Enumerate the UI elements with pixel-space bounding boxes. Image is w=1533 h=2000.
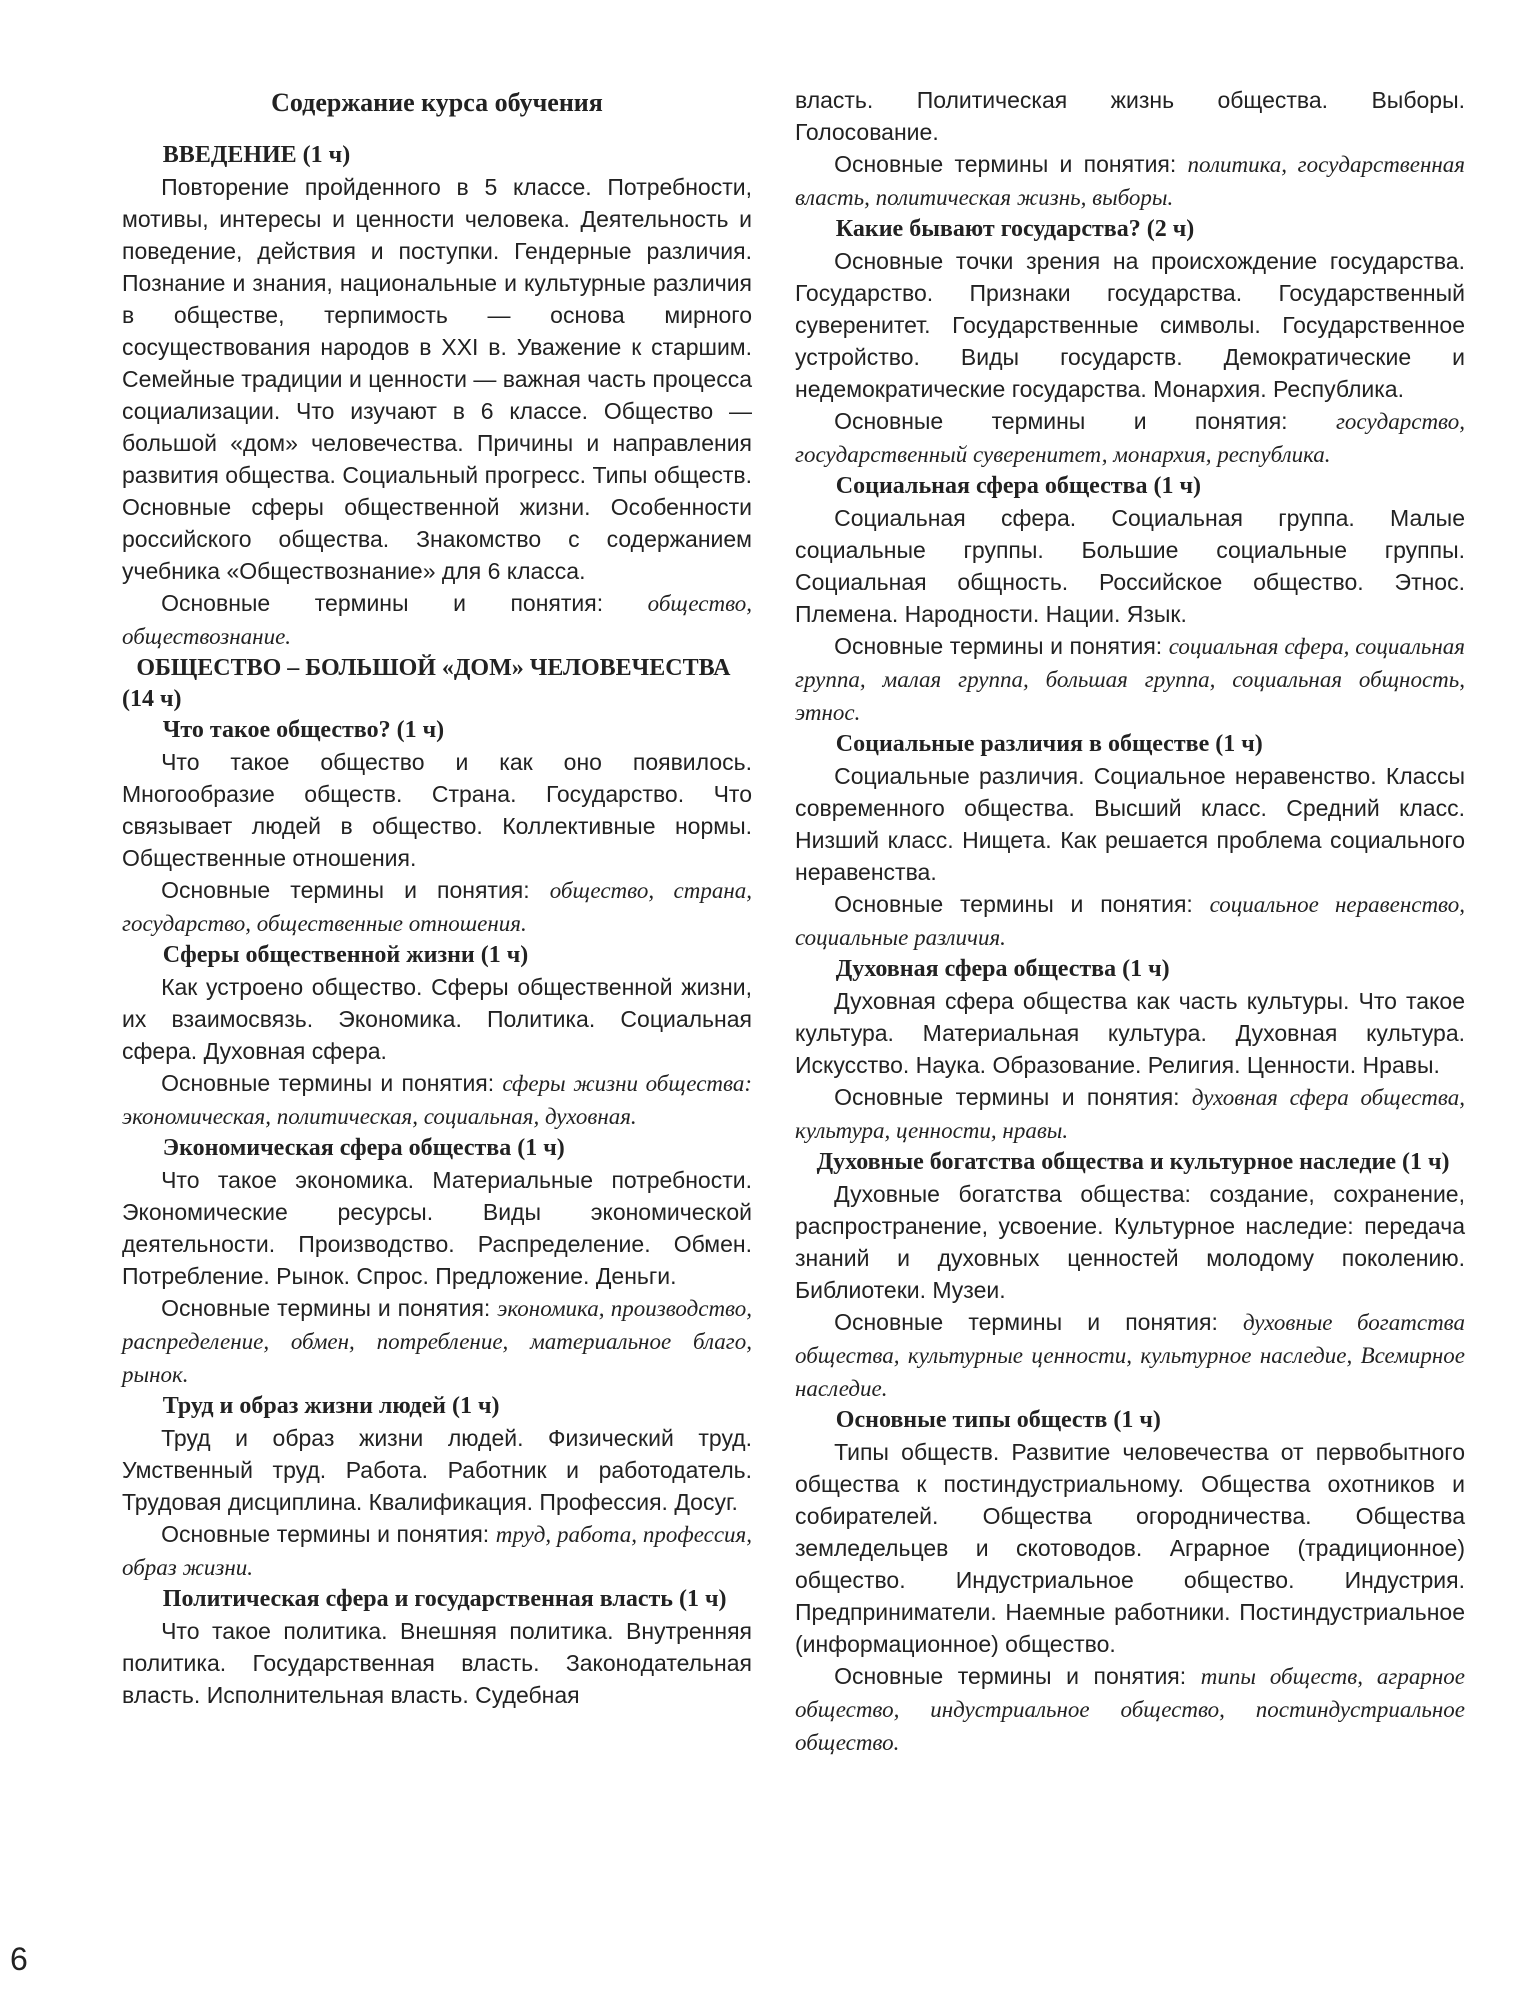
terms-label: Основные термины и понятия: xyxy=(834,151,1188,177)
section-text: Социальная сфера. Социальная группа. Малые социальные группы. Большие социальные группы. Социальная общность. Российское общество. Этнос. Племена. Народности. Нации. Язык. xyxy=(795,505,1465,627)
terms-line xyxy=(795,630,1465,729)
section-heading: Что такое общество? (1 ч) xyxy=(162,717,445,743)
terms-values: экономика, производство, распределение, обмен, потребление, материальное благо, рынок. xyxy=(122,1296,752,1387)
chapter-heading: ОБЩЕСТВО – БОЛЬШОЙ «ДОМ» ЧЕЛОВЕЧЕСТВА (14 ч) xyxy=(122,655,731,712)
section-text: Повторение пройденного в 5 классе. Потребности, мотивы, интересы и ценности человека. Деятельность и поведение, действия и поступки. Гендерные различия. Познание и знания, национальные и культурные различия в обществе, терпимость — основа мирного сосуществования народов в XXI в. Уважение к старшим. Семейные традиции и ценности — важная часть процесса социализации. Что изучают в 6 классе. Общество — большой «дом» человечества. Причины и направления развития общества. Социальный прогресс. Типы обществ. Основные сферы общественной жизни. Особенности российского общества. Знакомство с содержанием учебника «Обществознание» для 6 класса. xyxy=(122,174,752,584)
section-text: Труд и образ жизни людей. Физический труд. Умственный труд. Работа. Работник и работодатель. Трудовая дисциплина. Квалификация. Профессия. Досуг. xyxy=(122,1425,752,1515)
page-number: 6 xyxy=(10,1941,28,1977)
terms-values: политика, государственная власть, политическая жизнь, выборы. xyxy=(795,152,1466,210)
terms-line xyxy=(795,1306,1465,1405)
terms-label: Основные термины и понятия: xyxy=(161,1070,503,1096)
section-heading: Сферы общественной жизни (1 ч) xyxy=(162,942,529,968)
left-column xyxy=(122,88,752,1711)
terms-label: Основные термины и понятия: xyxy=(161,877,550,903)
section-text: Типы обществ. Развитие человечества от первобытного общества к постиндустриальному. Общества охотников и собирателей. Общества огородничества. Общества земледельцев и скотоводов. Аграрное (традиционное) общество. Индустриальное общество. Индустрия. Предприниматели. Наемные работники. Постиндустриальное (информационное) общество. xyxy=(795,1439,1465,1657)
section-heading: Основные типы обществ (1 ч) xyxy=(835,1407,1161,1433)
section-heading: Политическая сфера и государственная власть (1 ч) xyxy=(162,1586,727,1612)
terms-line xyxy=(122,587,752,653)
terms-label: Основные термины и понятия: xyxy=(834,1084,1192,1110)
terms-label: Основные термины и понятия: xyxy=(834,1663,1201,1689)
right-column xyxy=(795,84,1465,1759)
terms-line xyxy=(795,1081,1465,1147)
terms-values: духовная сфера общества, культура, ценности, нравы. xyxy=(795,1085,1465,1143)
section-text: власть. Политическая жизнь общества. Выборы. Голосование. xyxy=(795,87,1465,145)
terms-values: социальное неравенство, социальные различия. xyxy=(795,892,1465,950)
section-text: Что такое общество и как оно появилось. Многообразие обществ. Страна. Государство. Что связывает людей в общество. Коллективные нормы. Общественные отношения. xyxy=(122,749,752,871)
terms-label: Основные термины и понятия: xyxy=(161,1521,496,1547)
terms-line xyxy=(122,1292,752,1391)
section-text: Основные точки зрения на происхождение государства. Государство. Признаки государства. Государственный суверенитет. Государственные символы. Государственное устройство. Виды государств. Демократические и недемократические государства. Монархия. Республика. xyxy=(795,248,1465,402)
terms-values: сферы жизни общества: экономическая, политическая, социальная, духовная. xyxy=(122,1071,752,1129)
section-heading: Социальные различия в обществе (1 ч) xyxy=(835,731,1263,757)
section-heading: Социальная сфера общества (1 ч) xyxy=(835,473,1202,499)
section-heading: Труд и образ жизни людей (1 ч) xyxy=(162,1393,500,1419)
section-heading: ВВЕДЕНИЕ (1 ч) xyxy=(162,142,351,168)
terms-label: Основные термины и понятия: xyxy=(834,408,1336,434)
terms-values: социальная сфера, социальная группа, малая группа, большая группа, социальная общность, этнос. xyxy=(795,634,1466,725)
terms-label: Основные термины и понятия: xyxy=(834,1309,1243,1335)
terms-line xyxy=(122,874,752,940)
section-text: Что такое политика. Внешняя политика. Внутренняя политика. Государственная власть. Законодательная власть. Исполнительная власть. Судебная xyxy=(122,1618,752,1708)
section-text: Социальные различия. Социальное неравенство. Классы современного общества. Высший класс. Средний класс. Низший класс. Нищета. Как решается проблема социального неравенства. xyxy=(795,763,1465,885)
terms-values: государство, государственный суверенитет, монархия, республика. xyxy=(795,409,1465,467)
section-text: Духовные богатства общества: создание, сохранение, распространение, усвоение. Культурное наследие: передача знаний и духовных ценностей молодому поколению. Библиотеки. Музеи. xyxy=(795,1181,1465,1303)
terms-line xyxy=(795,888,1465,954)
section-text: Что такое экономика. Материальные потребности. Экономические ресурсы. Виды экономической деятельности. Производство. Распределение. Обмен. Потребление. Рынок. Спрос. Предложение. Деньги. xyxy=(122,1167,752,1289)
section-heading: Духовные богатства общества и культурное наследие (1 ч) xyxy=(816,1149,1450,1175)
section-text: Духовная сфера общества как часть культуры. Что такое культура. Материальная культура. Духовная культура. Искусство. Наука. Образование. Религия. Ценности. Нравы. xyxy=(795,988,1465,1078)
terms-line xyxy=(795,148,1465,214)
terms-line xyxy=(795,405,1465,471)
terms-values: труд, работа, профессия, образ жизни. xyxy=(122,1522,752,1580)
terms-line xyxy=(122,1518,752,1584)
section-heading: Духовная сфера общества (1 ч) xyxy=(835,956,1170,982)
terms-values: общество, обществознание. xyxy=(122,591,752,649)
page-title: Содержание курса обучения xyxy=(271,88,603,117)
terms-label: Основные термины и понятия: xyxy=(834,891,1210,917)
section-heading: Экономическая сфера общества (1 ч) xyxy=(162,1135,565,1161)
section-heading: Какие бывают государства? (2 ч) xyxy=(835,216,1195,242)
terms-label: Основные термины и понятия: xyxy=(161,1295,498,1321)
terms-line xyxy=(795,1660,1465,1759)
terms-line xyxy=(122,1067,752,1133)
terms-values: общество, страна, государство, общественные отношения. xyxy=(122,878,752,936)
terms-values: типы обществ, аграрное общество, индустриальное общество, постиндустриальное общество. xyxy=(795,1664,1466,1755)
terms-values: духовные богатства общества, культурные ценности, культурное наследие, Всемирное наследие. xyxy=(795,1310,1466,1401)
terms-label: Основные термины и понятия: xyxy=(834,633,1169,659)
section-text: Как устроено общество. Сферы общественной жизни, их взаимосвязь. Экономика. Политика. Социальная сфера. Духовная сфера. xyxy=(122,974,752,1064)
terms-label: Основные термины и понятия: xyxy=(161,590,648,616)
